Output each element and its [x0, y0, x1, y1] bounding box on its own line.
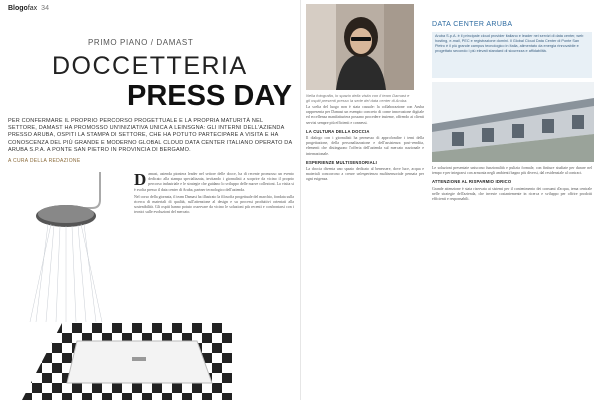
- data-center-image: [432, 82, 594, 162]
- column-3-text-2: Grande attenzione è stata riservata ai sistemi per il contenimento dei consumi d'acqua, tema centrale nelle strategie dell'azienda, che investe costantemente in ricerca e sviluppo per offrire prodotti efficienti e responsabili.: [432, 186, 592, 202]
- column-1-intro: amast, azienda pioniera leader nel settore delle docce, ha di recente promosso un evento dedicato alla stampa specializzata, invitando i giornalisti a scoprire da vicino il proprio percorso industriale e le strategie che guidano lo sviluppo delle nuove collezioni. La visita si è svolta presso il data center di Aruba, partner tecnologico dell'azienda.: [134, 172, 294, 192]
- page-number: 34: [41, 5, 49, 12]
- sidebar-box: [432, 32, 592, 78]
- column-1-body: Nel corso della giornata, il team Damast ha illustrato la filosofia progettuale del marchio, fondata sulla ricerca di materiali di qualità, sull'attenzione al design e su processi produttivi orientati alla sostenibilità. Gli ospiti hanno potuto osservare da vicino le soluzioni più recenti e confrontarsi con i tecnici sulle evoluzioni del mercato.: [134, 194, 294, 215]
- article-lead: PER CONFERMARE IL PROPRIO PERCORSO PROGETTUALE E LA PROPRIA MATURITÀ NEL SETTORE, DAMAST HA PROMOSSO UN'INIZIATIVA UNICA A LEINSGNA: GLI INTERNI DELL'AZIENDA PRESSO ARUBA, OSPITI LA STAMPA DI SETTORE, CHE HA POTUTO PARTECIPARE A VISITA E HA CONOSCENZA DEL PIÙ GRANDE E MODERNO GLOBAL CLOUD DATA CENTER ITALIANO OPERATO DA ARUBA S.P.A. A PONTE SAN PIETRO IN PROVINCIA DI BERGAMO.: [8, 118, 293, 153]
- column-3-text: Le soluzioni presentate uniscono funzionalità e pulizia formale, con finiture studiate per durare nel tempo e per integrarsi con armonia negli ambienti bagno più diversi, dal residenziale al contract.: [432, 166, 592, 176]
- page-gutter: [300, 0, 301, 400]
- article-kicker: PRIMO PIANO / DAMAST: [88, 38, 194, 47]
- article-column-3: [432, 166, 592, 397]
- section-heading-cultura: LA CULTURA DELLA DOCCIA: [306, 128, 370, 134]
- article-author: A CURA DELLA REDAZIONE: [8, 158, 81, 164]
- shower-tray-image: [22, 313, 232, 400]
- article-column-1: [134, 172, 294, 307]
- shower-head-image: [8, 172, 133, 322]
- column-2-text-3: La doccia diventa uno spazio dedicato al benessere, dove luce, acqua e materiali concorrono a creare un'esperienza multisensoriale pensata per ogni esigenza.: [306, 167, 424, 182]
- drop-cap: D: [134, 172, 147, 189]
- column-2-text-2: Il dialogo con i giornalisti ha permesso di approfondire i temi della progettazione, della personalizzazione e dell'assistenza post-vendita, elementi che distinguono l'offerta dell'azienda sul mercato nazionale e internazionale.: [306, 136, 424, 156]
- title-line-1: DOCCETTERIA: [52, 52, 248, 80]
- section-heading-risparmio: ATTENZIONE AL RISPARMIO IDRICO: [432, 179, 512, 185]
- section-heading-esperienze: ESPERIENZE MULTISENSORIALI: [306, 159, 377, 165]
- photo-caption: Nella fotografia, lo spazio della visita con il team Damast e gli ospiti presenti presso la sede del data center di Aruba.: [306, 93, 410, 103]
- sidebar-title: DATA CENTER ARUBA: [432, 21, 513, 28]
- magazine-brand: Blogofax 34: [8, 5, 49, 12]
- portrait-photo: [306, 4, 414, 90]
- column-2-body: La scelta del luogo non è stata casuale: la collaborazione con Aruba rappresenta per Damast un esempio concreto di come innovazione digitale ed eccellenza manifatturiera possano procedere insieme, offrendo ai clienti servizi sempre più efficienti e connessi.: [306, 105, 424, 125]
- article-column-2: [306, 105, 424, 397]
- sidebar-text: Aruba S.p.A. è il principale cloud provider italiano e leader nei servizi di data center, web hosting, e-mail, PEC e registrazione domini. Il Global Cloud Data Center di Ponte San Pietro è il più grande campus tecnologico in Italia, alimentato da energia rinnovabile e progettato secondo i più elevati standard di sicurezza e affidabilità.: [435, 34, 584, 53]
- title-line-2: PRESS DAY: [127, 80, 292, 112]
